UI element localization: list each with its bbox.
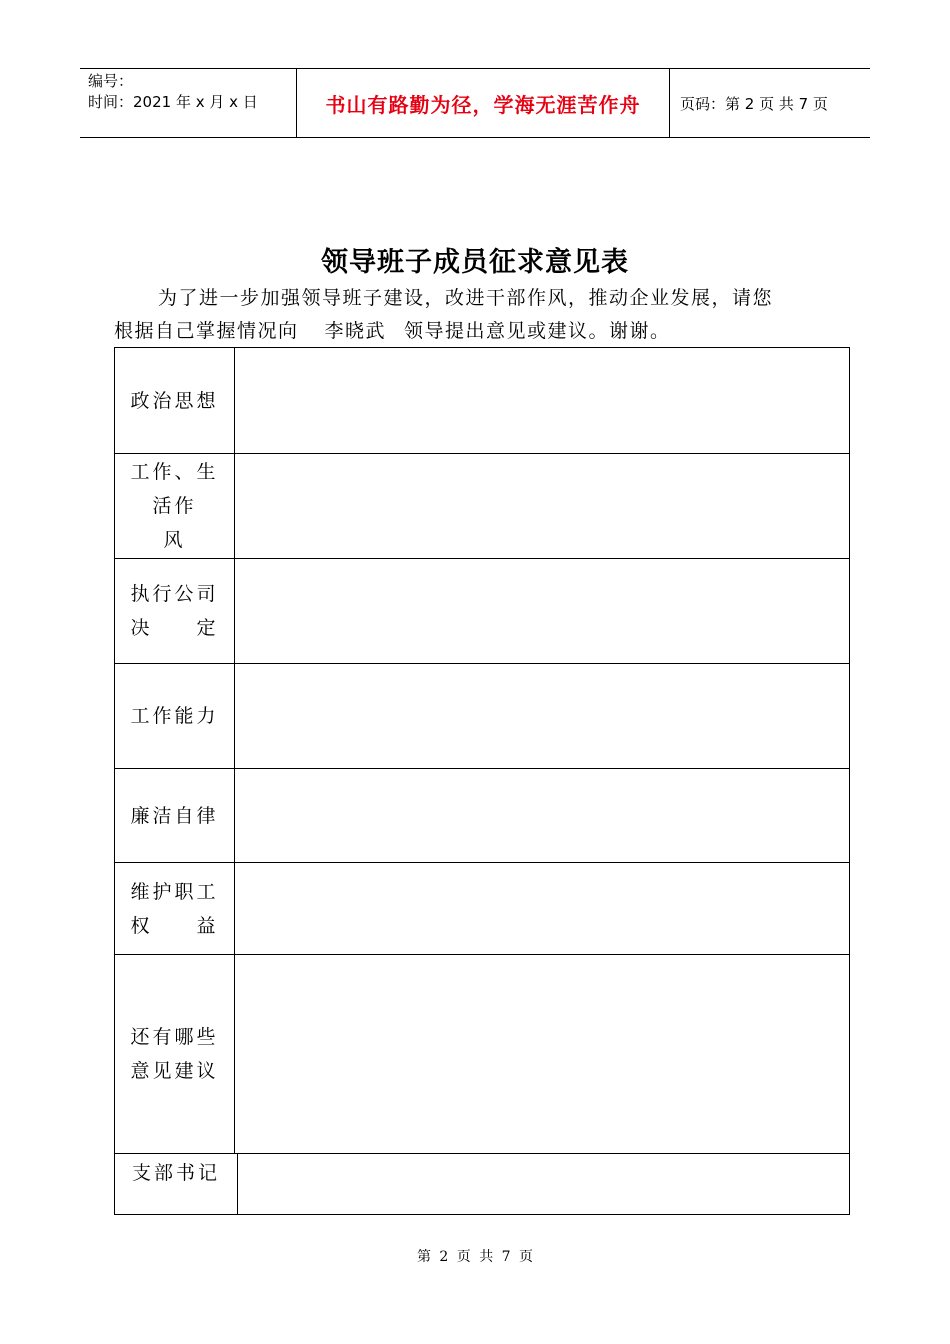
opinion-field-work-life-style[interactable] (235, 454, 849, 558)
document-title: 领导班子成员征求意见表 (321, 247, 629, 278)
opinion-field-execute-decisions[interactable] (235, 559, 849, 663)
row-label: 工作、生 活作 风 (115, 454, 235, 558)
row-label: 工作能力 (115, 664, 235, 768)
row-work-ability (115, 664, 849, 769)
opinion-field-integrity[interactable] (235, 769, 849, 862)
row-staff-rights (115, 863, 849, 955)
page-footer: 第 2 页 共 7 页 (416, 1249, 534, 1265)
row-execute-decisions (115, 559, 849, 664)
row-label: 支部书记 (115, 1154, 238, 1214)
opinion-field-work-ability[interactable] (235, 664, 849, 768)
intro-line-1: 为了进一步加强领导班子建设，改进干部作风，推动企业发展，请您 (158, 287, 774, 309)
intro-paragraph (114, 282, 854, 348)
number-label: 编号： (88, 72, 134, 90)
leader-name: 李晓武 (324, 320, 387, 342)
row-label: 政治思想 (115, 348, 235, 453)
opinion-form-table (114, 347, 850, 1215)
opinion-field-branch-secretary[interactable] (238, 1154, 849, 1214)
intro-line-2: 根据自己掌握情况向 李晓武 领导提出意见或建议。谢谢。 (114, 320, 671, 342)
row-label: 执行公司 决 定 (115, 559, 235, 663)
opinion-field-political-thought[interactable] (235, 348, 849, 453)
page-header (80, 68, 870, 138)
opinion-field-other-suggestions[interactable] (235, 955, 849, 1153)
header-page-info: 页码：第 2 页 共 7 页 (680, 94, 828, 113)
row-label: 维护职工 权 益 (115, 863, 235, 954)
row-other-suggestions (115, 955, 849, 1154)
row-label: 还有哪些 意见建议 (115, 955, 235, 1153)
row-branch-secretary (115, 1154, 849, 1214)
row-integrity (115, 769, 849, 863)
opinion-field-staff-rights[interactable] (235, 863, 849, 954)
header-motto: 书山有路勤为径，学海无涯苦作舟 (296, 69, 670, 137)
time-label: 时间：2021 年 x 月 x 日 (88, 93, 258, 111)
row-label: 廉洁自律 (115, 769, 235, 862)
row-political-thought (115, 348, 849, 454)
row-work-life-style (115, 454, 849, 559)
header-meta (80, 69, 296, 137)
